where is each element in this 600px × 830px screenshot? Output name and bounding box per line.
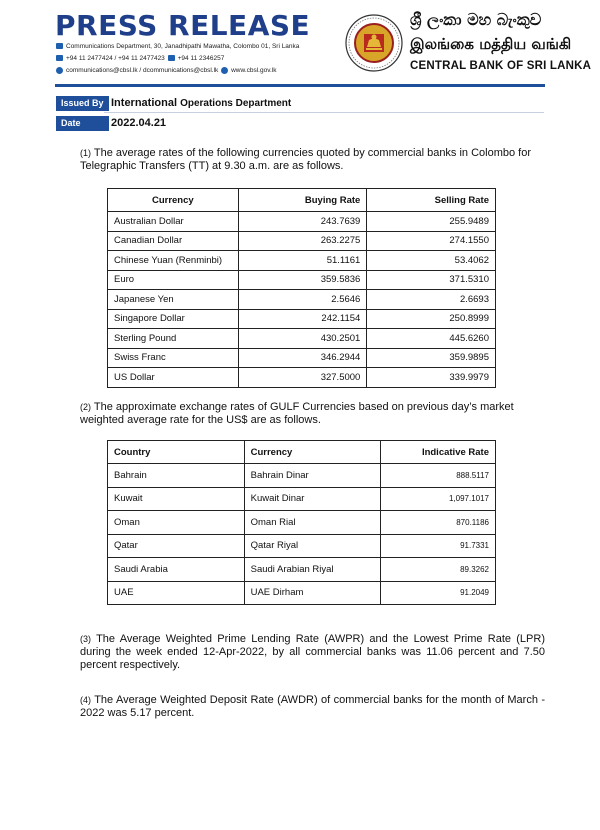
- currency-cell: UAE Dirham: [244, 581, 381, 605]
- column-header-country: Country: [108, 441, 245, 464]
- contact-phone: [55, 55, 224, 62]
- central-bank-seal-icon: [345, 14, 403, 72]
- issued-by-value-part2: Operations Department: [180, 98, 292, 109]
- address-text: Communications Department, 30, Janadhipathi Mawatha, Colombo 01, Sri Lanka: [66, 43, 300, 50]
- press-release-title: PRESS RELEASE: [55, 9, 311, 42]
- buying-rate-cell: 346.2944: [238, 348, 367, 368]
- column-header-selling-rate: Selling Rate: [367, 189, 496, 212]
- contact-address: [55, 43, 299, 50]
- currency-cell: US Dollar: [108, 368, 239, 388]
- currency-cell: Oman Rial: [244, 511, 381, 535]
- currency-cell: Saudi Arabian Riyal: [244, 558, 381, 582]
- table-row: [108, 231, 496, 251]
- indicative-rate-cell: 91.2049: [381, 581, 496, 605]
- issued-by-value: [111, 97, 291, 109]
- indicative-rate-cell: 91.7331: [381, 534, 496, 558]
- country-cell: Qatar: [108, 534, 245, 558]
- table-row: [108, 212, 496, 232]
- address-icon: [56, 43, 63, 49]
- buying-rate-cell: 243.7639: [238, 212, 367, 232]
- paragraph-4-text: The Average Weighted Deposit Rate (AWDR) of commercial banks for the month of March - 2022 was 5.17 percent.: [80, 694, 546, 719]
- table-row: [108, 368, 496, 388]
- issued-by-value-part1: International: [111, 97, 178, 109]
- table-header-row: [108, 441, 496, 464]
- email-text[interactable]: communications@cbsl.lk / dcommunications@cbsl.lk: [66, 67, 219, 75]
- selling-rate-cell: 2.6693: [367, 290, 496, 310]
- country-cell: Oman: [108, 511, 245, 535]
- paragraph-2-number: (2): [80, 402, 91, 412]
- paragraph-1-text: The average rates of the following currencies quoted by commercial banks in Colombo for Telegraphic Transfers (TT) at 9.30 a.m. are as follows.: [80, 147, 532, 172]
- date-value: 2022.04.21: [111, 117, 167, 129]
- buying-rate-cell: 51.1161: [238, 251, 367, 271]
- selling-rate-cell: 359.9895: [367, 348, 496, 368]
- buying-rate-cell: 2.5646: [238, 290, 367, 310]
- paragraph-3-text: The Average Weighted Prime Lending Rate (AWPR) and the Lowest Prime Rate (LPR) during the week ended 12-Apr-2022, by all commercial banks was 11.06 percent and 7.50 percent respectively.: [80, 633, 545, 671]
- indicative-rate-cell: 1,097.1017: [381, 487, 496, 511]
- header-divider: [55, 84, 545, 87]
- table-header-row: [108, 189, 496, 212]
- selling-rate-cell: 53.4062: [367, 251, 496, 271]
- buying-rate-cell: 242.1154: [238, 309, 367, 329]
- bank-name-english: CENTRAL BANK OF SRI LANKA: [410, 60, 592, 72]
- selling-rate-cell: 274.1550: [367, 231, 496, 251]
- meta-divider: [104, 112, 544, 113]
- table-row: [108, 290, 496, 310]
- currency-cell: Swiss Franc: [108, 348, 239, 368]
- buying-rate-cell: 263.2275: [238, 231, 367, 251]
- table-row: [108, 581, 496, 605]
- paragraph-3-number: (3): [80, 634, 91, 644]
- date-label: Date: [56, 116, 109, 131]
- currency-cell: Kuwait Dinar: [244, 487, 381, 511]
- web-icon: [221, 67, 228, 74]
- paragraph-1: [80, 147, 545, 173]
- currency-cell: Sterling Pound: [108, 329, 239, 349]
- paragraph-1-number: (1): [80, 148, 91, 158]
- paragraph-4: [80, 694, 545, 720]
- table-row: [108, 270, 496, 290]
- selling-rate-cell: 339.9979: [367, 368, 496, 388]
- website-link[interactable]: www.cbsl.gov.lk: [231, 67, 277, 75]
- currency-cell: Singapore Dollar: [108, 309, 239, 329]
- selling-rate-cell: 371.5310: [367, 270, 496, 290]
- paragraph-4-number: (4): [80, 695, 91, 705]
- buying-rate-cell: 359.5836: [238, 270, 367, 290]
- phone-text: +94 11 2477424 / +94 11 2477423: [66, 55, 165, 62]
- fax-icon: [168, 55, 175, 61]
- country-cell: Saudi Arabia: [108, 558, 245, 582]
- indicative-rate-cell: 89.3262: [381, 558, 496, 582]
- email-icon: [56, 67, 63, 74]
- table-row: [108, 348, 496, 368]
- column-header-buying-rate: Buying Rate: [238, 189, 367, 212]
- table-row: [108, 487, 496, 511]
- selling-rate-cell: 255.9489: [367, 212, 496, 232]
- column-header-indicative-rate: Indicative Rate: [381, 441, 496, 464]
- table-row: [108, 558, 496, 582]
- paragraph-2: [80, 401, 545, 427]
- selling-rate-cell: 445.6260: [367, 329, 496, 349]
- country-cell: UAE: [108, 581, 245, 605]
- table-row: [108, 251, 496, 271]
- contact-email: [55, 67, 277, 74]
- gulf-rates-table: [107, 440, 496, 605]
- currency-cell: Chinese Yuan (Renminbi): [108, 251, 239, 271]
- country-cell: Bahrain: [108, 464, 245, 488]
- issued-by-label: Issued By: [56, 96, 109, 111]
- table-row: [108, 329, 496, 349]
- table-row: [108, 534, 496, 558]
- currency-cell: Bahrain Dinar: [244, 464, 381, 488]
- currency-cell: Canadian Dollar: [108, 231, 239, 251]
- buying-rate-cell: 327.5000: [238, 368, 367, 388]
- buying-rate-cell: 430.2501: [238, 329, 367, 349]
- currency-cell: Australian Dollar: [108, 212, 239, 232]
- bank-name-tamil: இலங்கை மத்திய வங்கி: [410, 35, 572, 53]
- currency-cell: Japanese Yen: [108, 290, 239, 310]
- bank-name-sinhala: ශ්‍රී ලංකා මහ බැංකුව: [410, 10, 542, 29]
- paragraph-3: [80, 633, 545, 672]
- indicative-rate-cell: 870.1186: [381, 511, 496, 535]
- tt-rates-table: [107, 188, 496, 388]
- country-cell: Kuwait: [108, 487, 245, 511]
- phone-icon: [56, 55, 63, 61]
- table-row: [108, 309, 496, 329]
- paragraph-2-text: The approximate exchange rates of GULF Currencies based on previous day’s market weighted average rate for the US$ are as follows.: [80, 401, 514, 426]
- press-release-header: [0, 0, 600, 92]
- fax-text: +94 11 2346257: [177, 55, 225, 62]
- column-header-currency: Currency: [244, 441, 381, 464]
- selling-rate-cell: 250.8999: [367, 309, 496, 329]
- currency-cell: Euro: [108, 270, 239, 290]
- column-header-currency: Currency: [108, 189, 239, 212]
- currency-cell: Qatar Riyal: [244, 534, 381, 558]
- indicative-rate-cell: 888.5117: [381, 464, 496, 488]
- table-row: [108, 511, 496, 535]
- table-row: [108, 464, 496, 488]
